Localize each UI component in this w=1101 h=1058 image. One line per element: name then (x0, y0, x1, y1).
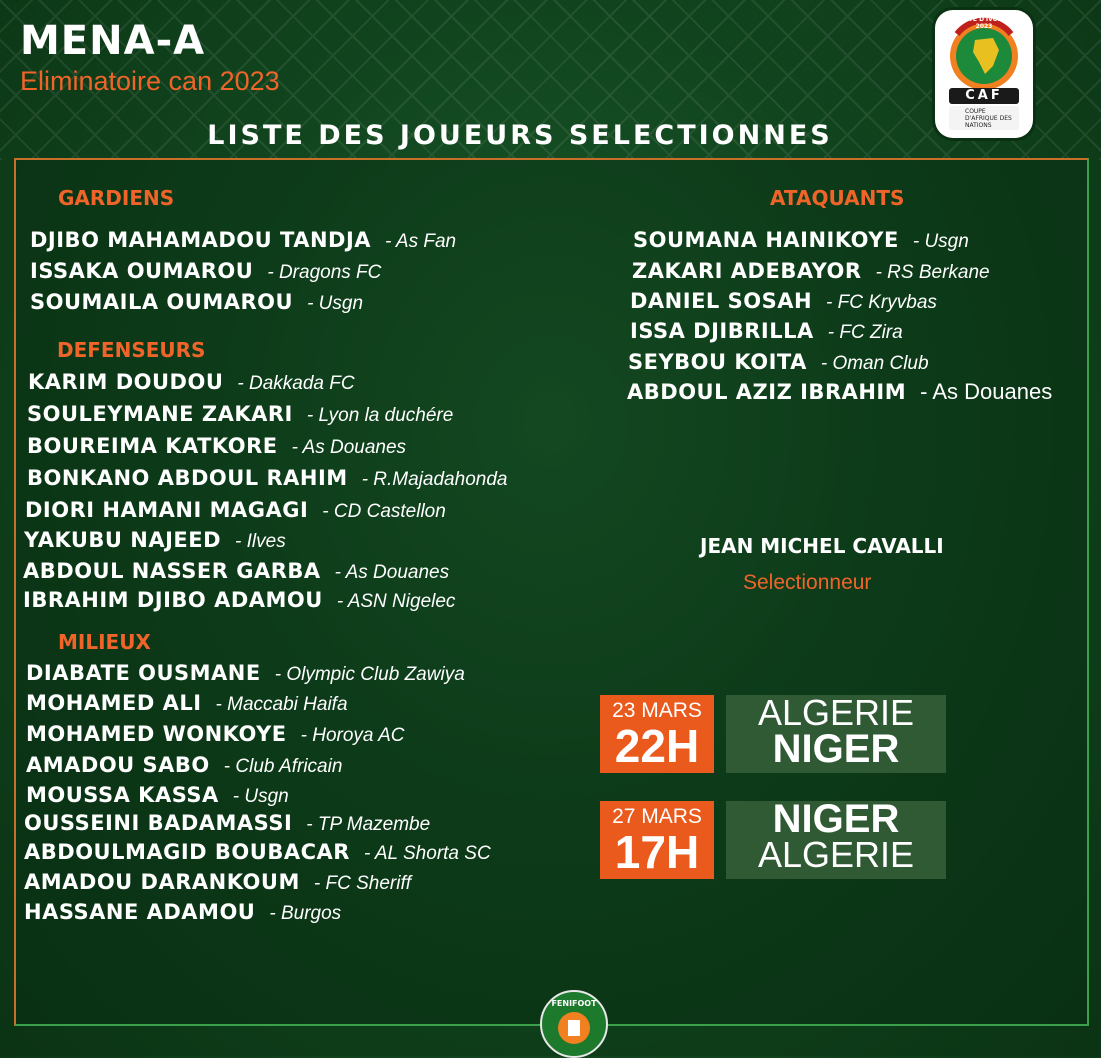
player-row (24, 528, 286, 554)
player-club: - FC Zira (827, 322, 903, 343)
player-row (628, 350, 929, 376)
player-name: OUSSEINI BADAMASSI (24, 811, 293, 835)
match-time: 22H (614, 720, 700, 772)
player-club: - Usgn (307, 293, 364, 314)
player-name: SOUMAILA OUMAROU (30, 290, 294, 314)
player-row (24, 870, 411, 896)
player-club: - Burgos (269, 903, 342, 924)
player-club: - As Douanes (920, 379, 1053, 404)
player-club: - FC Kryvbas (826, 292, 937, 313)
player-club: - Oman Club (820, 353, 929, 374)
player-club: - Maccabi Haifa (215, 694, 348, 715)
fenifoot-text: FENIFOOT (551, 999, 597, 1008)
match-date-box (600, 801, 714, 879)
player-row (627, 380, 1052, 404)
player-row (25, 498, 446, 524)
match-card (600, 692, 946, 773)
player-row (632, 259, 990, 285)
player-row (630, 319, 903, 345)
player-club: - R.Majadahonda (361, 469, 508, 490)
match-time: 17H (614, 826, 700, 878)
match-team-home: NIGER (772, 797, 900, 841)
section-ataquants: ATAQUANTS (770, 186, 905, 210)
player-name: ISSAKA OUMAROU (30, 259, 254, 283)
player-row (23, 559, 449, 585)
player-name: ABDOUL NASSER GARBA (23, 559, 321, 583)
match-team-away: NIGER (772, 727, 900, 771)
coach-role: Selectionneur (743, 571, 872, 594)
player-name: BOUREIMA KATKORE (27, 434, 278, 458)
player-name: ABDOUL AZIZ IBRAHIM (627, 380, 907, 404)
match-date: 27 MARS (612, 805, 702, 828)
player-name: DIORI HAMANI MAGAGI (25, 498, 309, 522)
player-name: SEYBOU KOITA (628, 350, 807, 374)
player-row (27, 466, 507, 492)
coach-name: JEAN MICHEL CAVALLI (700, 534, 944, 558)
caf-logo-caption: COUPE D'AFRIQUE DES NATIONS (965, 108, 1012, 129)
player-name: MOUSSA KASSA (26, 783, 219, 807)
player-row (24, 840, 491, 866)
caf-logo (935, 10, 1033, 138)
player-name: IBRAHIM DJIBO ADAMOU (23, 588, 323, 612)
player-row (24, 900, 341, 926)
player-row (30, 228, 456, 254)
player-row (26, 691, 348, 717)
player-club: - Usgn (232, 786, 289, 807)
player-club: - Dakkada FC (237, 373, 355, 394)
player-name: SOUMANA HAINIKOYE (633, 228, 899, 252)
player-name: AMADOU DARANKOUM (24, 870, 300, 894)
player-name: KARIM DOUDOU (28, 370, 224, 394)
player-club: - Olympic Club Zawiya (274, 664, 465, 685)
page-subtitle: Eliminatoire can 2023 (20, 66, 280, 96)
player-row (26, 722, 404, 748)
list-heading: LISTE DES JOUEURS SELECTIONNES (207, 120, 833, 151)
section-gardiens: GARDIENS (58, 186, 175, 210)
player-club: - Horoya AC (300, 725, 405, 746)
player-name: AMADOU SABO (26, 753, 210, 777)
match-card (600, 797, 946, 879)
player-club: - Dragons FC (267, 262, 382, 283)
match-date-box (600, 695, 714, 773)
match-teams-box (726, 797, 946, 879)
player-club: - As Fan (385, 231, 457, 252)
player-row (26, 783, 289, 809)
caf-logo-edition: CÔTE D'IVOIRE 2023 (959, 16, 1009, 30)
player-name: MOHAMED ALI (26, 691, 202, 715)
player-club: - TP Mazembe (306, 814, 431, 835)
player-club: - As Douanes (291, 437, 407, 458)
player-name: DJIBO MAHAMADOU TANDJA (30, 228, 372, 252)
player-name: ABDOULMAGID BOUBACAR (24, 840, 350, 864)
player-name: YAKUBU NAJEED (24, 528, 222, 552)
section-defenseurs: DEFENSEURS (57, 338, 206, 362)
player-club: - RS Berkane (875, 262, 990, 283)
player-row (26, 753, 342, 779)
player-club: - Lyon la duchére (306, 405, 454, 426)
player-club: - Club Africain (223, 756, 343, 777)
player-club: - As Douanes (334, 562, 450, 583)
player-row (26, 661, 465, 687)
player-row (630, 289, 937, 315)
player-club: - CD Castellon (322, 501, 446, 522)
player-name: DIABATE OUSMANE (26, 661, 261, 685)
player-row (27, 402, 453, 428)
caf-logo-text: CAF (965, 88, 1003, 103)
match-date: 23 MARS (612, 699, 702, 722)
fenifoot-logo (540, 990, 608, 1058)
match-team-home: ALGERIE (757, 692, 915, 733)
section-milieux: MILIEUX (58, 630, 151, 654)
match-teams-box (726, 692, 946, 773)
player-row (24, 811, 430, 837)
player-name: SOULEYMANE ZAKARI (27, 402, 293, 426)
player-name: DANIEL SOSAH (630, 289, 813, 313)
player-club: - AL Shorta SC (363, 843, 491, 864)
player-row (28, 370, 355, 396)
player-club: - FC Sheriff (313, 873, 411, 894)
player-row (633, 228, 969, 254)
player-name: ISSA DJIBRILLA (630, 319, 814, 343)
player-row (30, 259, 381, 285)
player-name: BONKANO ABDOUL RAHIM (27, 466, 348, 490)
player-row (23, 588, 455, 614)
match-team-away: ALGERIE (757, 834, 915, 875)
player-club: - Ilves (235, 531, 286, 552)
player-row (30, 290, 363, 316)
page-title: MENA-A (20, 18, 206, 64)
player-row (27, 434, 406, 460)
player-name: ZAKARI ADEBAYOR (632, 259, 862, 283)
player-name: HASSANE ADAMOU (24, 900, 256, 924)
player-club: - Usgn (912, 231, 969, 252)
player-club: - ASN Nigelec (336, 591, 456, 612)
player-name: MOHAMED WONKOYE (26, 722, 287, 746)
